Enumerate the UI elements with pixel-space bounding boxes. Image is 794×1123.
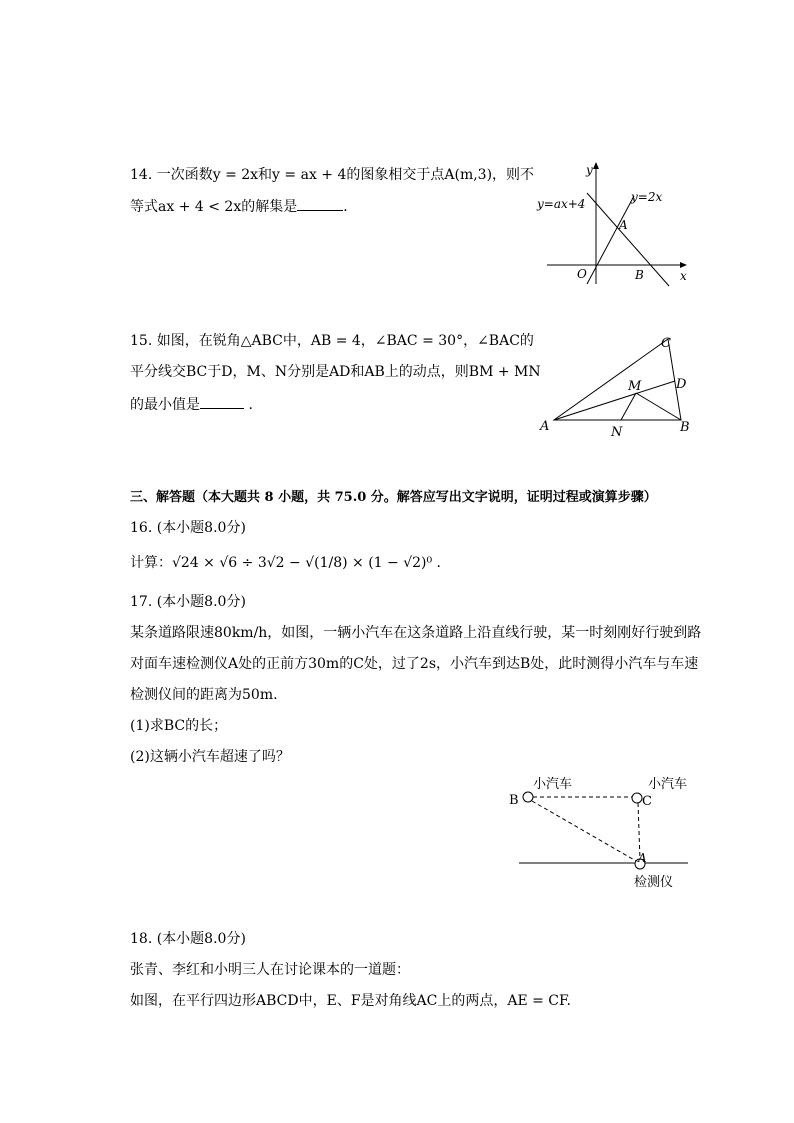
q17-head: 17. (本小题8.0分) [130, 594, 246, 610]
q17-part2: (2)这辆小汽车超速了吗？ [130, 749, 290, 765]
detector-label: 检测仪 [634, 875, 674, 890]
segment-ba [532, 801, 636, 861]
point-c-label: C [642, 794, 652, 809]
q17-line1: 某条道路限速80km/h，如图，一辆小汽车在这条道路上沿直线行驶，某一时刻刚好行驶到路 [130, 625, 702, 641]
point-a-label: A [638, 851, 647, 865]
q18-line2: 如图，在平行四边形ABCD中，E、F是对角线AC上的两点，AE = CF. [130, 993, 572, 1009]
q16-calc-prefix: 计算： [130, 555, 172, 571]
q16-calc [130, 553, 441, 573]
line1-label: y=ax+4 [537, 197, 586, 211]
car-b-label: 小汽车 [533, 777, 573, 792]
origin-label: O [577, 267, 587, 281]
q17-line2: 对面车速检测仪A处的正前方30m的C处，过了2s，小汽车到达B处，此时测得小汽车与车速 [130, 656, 699, 672]
q16-head: 16. (本小题8.0分) [130, 520, 246, 536]
car-b-circle [523, 792, 533, 802]
q14-line2-prefix: 等式ax + 4 < 2x的解集是 [130, 199, 298, 215]
section-title: 三、解答题（本大题共 8 小题，共 75.0 分。解答应写出文字说明，证明过程或演算步骤） [130, 490, 657, 505]
vertex-a: A [540, 419, 550, 434]
q18-head: 18. (本小题8.0分) [130, 931, 246, 947]
q17-line3: 检测仪间的距离为50m. [130, 687, 278, 703]
x-axis-arrow [680, 262, 687, 268]
point-b-label: B [635, 268, 644, 282]
x-axis-label: x [680, 269, 687, 283]
vertex-b: B [680, 420, 690, 435]
q17-part1: (1)求BC的长； [130, 718, 228, 734]
point-d: D [676, 377, 687, 392]
car-c-label: 小汽车 [648, 777, 688, 792]
car-c-circle [632, 793, 642, 803]
q14-line2 [130, 196, 357, 217]
point-b-label: B [509, 793, 519, 808]
q15-line3-suffix: . [244, 397, 253, 413]
line-y-2x [587, 196, 634, 284]
q18-line1: 张青、李红和小明三人在讨论课本的一道题： [130, 962, 410, 978]
bisector-ad [554, 381, 675, 420]
line2-label: y=2x [631, 190, 663, 204]
segment-bm [636, 393, 681, 420]
q14-line1: 14. 一次函数y = 2x和y = ax + 4的图象相交于点A(m,3)，则不 [130, 167, 535, 183]
q14-line2-suffix: ． [343, 199, 358, 215]
q15-line2: 平分线交BC于D，M、N分别是AD和AB上的动点，则BM + MN [130, 364, 541, 380]
q17-figure [505, 772, 705, 892]
vertex-c: C [661, 336, 671, 351]
answer-blank[interactable] [200, 394, 244, 409]
point-a-label: A [619, 218, 628, 232]
point-m: M [628, 379, 642, 394]
answer-blank[interactable] [297, 196, 343, 211]
q15-line1: 15. 如图，在锐角△ABC中，AB = 4，∠BAC = 30°，∠BAC的 [130, 333, 534, 349]
q15-figure [535, 330, 700, 440]
q14-figure [535, 158, 695, 288]
q16-expression: √24 × √6 ÷ 3√2 − √(1/8) × (1 − √2)⁰ . [172, 555, 442, 571]
point-n: N [611, 425, 623, 440]
segment-mn [621, 393, 636, 420]
y-axis-arrow [593, 162, 599, 169]
y-axis-label: y [586, 163, 593, 177]
triangle-abc [554, 339, 681, 420]
q15-line3-prefix: 的最小值是 [130, 397, 200, 413]
q15-line3 [130, 394, 253, 415]
